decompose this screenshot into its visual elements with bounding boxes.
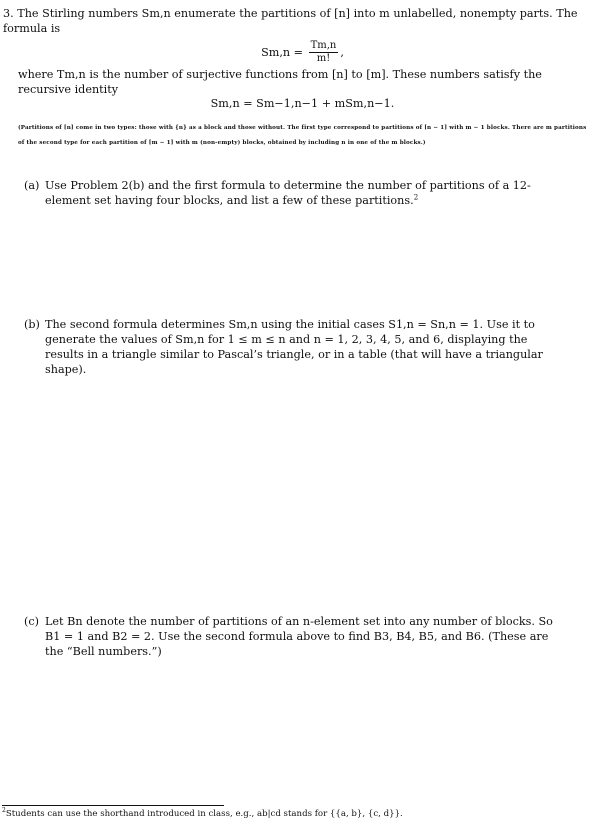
problem-3-intro: 3. The Stirling numbers Sm,n enumerate the partitions of [n] into m unlabelled, nonempty parts. The formula is [3, 7, 578, 35]
formula-trailing-comma: , [340, 46, 344, 59]
surjection-definition: where Tm,n is the number of surjective functions from [n] to [m]. These numbers satisfy the recursive identity [18, 68, 542, 96]
footnote-text: Students can use the shorthand introduced in class, e.g., ab|cd stands for {{a, b}, {c, d}}. [5, 809, 403, 819]
footnote-mark: 2 [2, 807, 6, 815]
part-c-text: Let Bn denote the number of partitions of an n-element set into any number of blocks. So B1 = 1 and B2 = 2. Use the second formula above to find B3, B4, B5, and B6. (These are the “Bell numbers.”) [45, 615, 553, 658]
part-a-label: (a) [24, 179, 40, 192]
footnote [2, 809, 592, 820]
recursive-identity: Sm,n = Sm−1,n−1 + mSm,n−1. [210, 97, 395, 110]
fraction-numerator: Tm,n [310, 40, 337, 51]
footnote-ref: 2 [413, 193, 419, 202]
part-b-text: The second formula determines Sm,n using the initial cases S1,n = Sn,n = 1. Use it to generate the values of Sm,n for 1 ≤ m ≤ n and n = 1, 2, 3, 4, 5, and 6, displaying the results in a triangle similar to Pascal’s triangle, or in a table (that will have a triangular shape). [45, 318, 543, 376]
fraction-denominator: m! [316, 53, 331, 64]
part-a-text: Use Problem 2(b) and the first formula to determine the number of partitions of a 12-element set having four blocks, and list a few of these partitions.$^2$ [45, 179, 531, 207]
part-b-label: (b) [24, 318, 40, 331]
part-b [24, 317, 569, 377]
formula-lhs: Sm,n = [261, 46, 304, 59]
footnote-divider [2, 805, 224, 806]
part-a [24, 178, 569, 208]
partition-explanation: (Partitions of [n] come in two types: those with {n} as a block and those without. The first type correspond to partitions of [n − 1] with m − 1 blocks. There are m partitions of the second type for each partition of [m − 1] with m (non-empty) blocks, obtained by including n in one of the m blocks.) [18, 125, 587, 146]
stirling-formula [0, 40, 605, 65]
formula-fraction [309, 40, 339, 65]
part-c [24, 614, 569, 659]
part-c-label: (c) [24, 615, 39, 628]
